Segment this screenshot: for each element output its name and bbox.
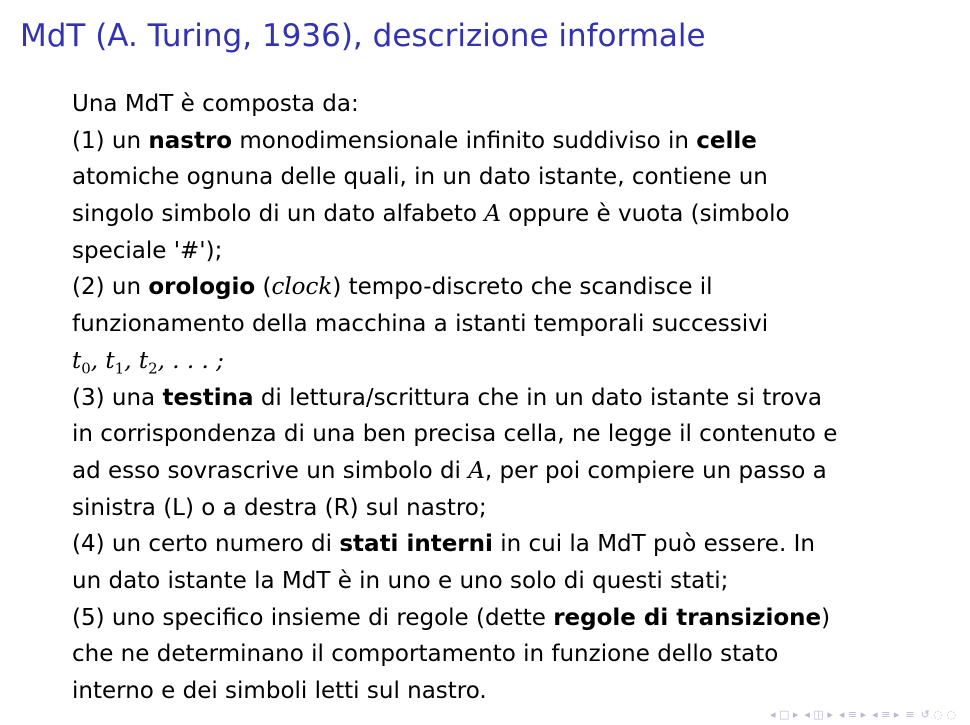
sep-1: , — [90, 347, 106, 374]
item3-line1 — [72, 380, 952, 417]
item3-line3 — [72, 453, 952, 490]
item3-line4: sinistra (L) o a destra (R) sul nastro; — [72, 494, 487, 521]
item1-line1 — [72, 123, 952, 160]
time-t2: $t_2$ — [138, 347, 158, 378]
item1-text-a: (1) un — [72, 127, 149, 154]
item4-text-a: (4) un certo numero di — [72, 531, 340, 558]
item5-line3: interno e dei simboli letti sul nastro. — [72, 678, 487, 704]
term-nastro: nastro — [148, 127, 233, 154]
nav-align-icon[interactable]: ≡ — [905, 708, 915, 721]
intro-line: Una MdT è composta da: — [72, 91, 359, 117]
item2-text-c: ( — [255, 274, 272, 301]
nav-subsection-list-icon[interactable]: ◂ ≡ ▸ — [872, 708, 900, 721]
item2-text-a: (2) un — [72, 274, 149, 301]
item3-text-l3b: , per poi compiere un passo a — [484, 457, 827, 484]
item4-line1 — [72, 526, 952, 563]
nav-section-icon[interactable]: ◂ ≡ ▸ — [838, 708, 867, 721]
item2-line2: funzionamento della macchina a istanti temporali successivi — [72, 311, 769, 338]
beamer-navigation — [770, 708, 956, 721]
nav-search-icon[interactable]: ↺ ◌ ◌ — [920, 708, 956, 721]
item3-text-a: (3) una — [72, 384, 163, 411]
alphabet-symbol: A — [484, 201, 501, 228]
item1-line3 — [72, 196, 952, 233]
term-celle: celle — [696, 127, 757, 154]
time-ellipsis: , . . . ; — [157, 347, 224, 374]
slide-title: MdT (A. Turing, 1936), descrizione informale — [20, 18, 706, 54]
time-t1: $t_1$ — [105, 347, 125, 378]
nav-frame-icon[interactable]: ◂ □ ▸ — [769, 708, 799, 721]
item2-text-e: ) tempo-discreto che scandisce il — [332, 274, 713, 301]
item5-line1 — [72, 600, 952, 637]
term-regole-di-transizione: regole di transizione — [553, 604, 822, 631]
item5-text-a: (5) uno specifico insieme di regole (dette — [72, 604, 554, 631]
item3-line2: in corrispondenza di una ben precisa cella, ne legge il contenuto e — [72, 421, 838, 448]
item1-text-l3b: oppure è vuota (simbolo — [500, 201, 790, 228]
time-t0: $t_0$ — [72, 347, 91, 378]
alphabet-symbol-2: A — [468, 457, 485, 484]
term-clock: clock — [271, 274, 333, 301]
term-testina: testina — [162, 384, 254, 411]
item4-line2: un dato istante la MdT è in uno e uno solo di questi stati; — [72, 567, 729, 594]
term-orologio: orologio — [148, 274, 256, 301]
item3-text-c: di lettura/scrittura che in un dato istante si trova — [253, 384, 823, 411]
item5-line2: che ne determinano il comportamento in funzione dello stato — [72, 641, 779, 668]
item1-text-c: monodimensionale infinito suddiviso in — [232, 127, 697, 154]
sep-2: , — [124, 347, 139, 374]
nav-subsection-icon[interactable]: ◂ ◫ ▸ — [804, 708, 833, 721]
item4-text-c: in cui la MdT può essere. In — [492, 531, 815, 558]
item2-line1 — [72, 269, 952, 306]
item5-text-c: ) — [821, 604, 831, 631]
slide-body — [72, 86, 952, 710]
term-stati-interni: stati interni — [339, 531, 493, 558]
item3-text-l3a: ad esso sovrascrive un simbolo di — [72, 457, 469, 484]
item1-line2: atomiche ognuna delle quali, in un dato istante, contiene un — [72, 164, 768, 191]
item1-line4: speciale '#'); — [72, 237, 223, 264]
item2-line3 — [72, 343, 952, 380]
item1-text-l3a: singolo simbolo di un dato alfabeto — [72, 201, 485, 228]
